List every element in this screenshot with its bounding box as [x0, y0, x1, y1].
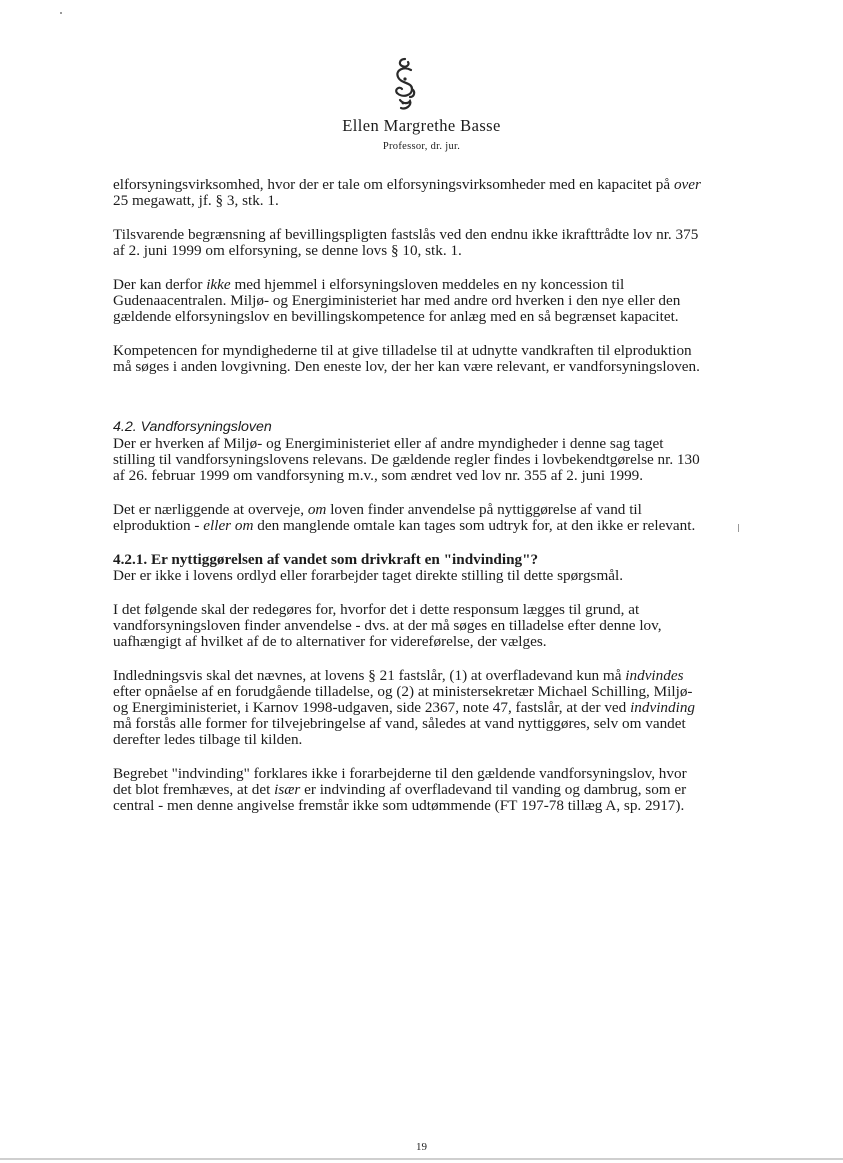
paragraph-5: Der er hverken af Miljø- og Energiministeriet eller af andre myndigheder i denne sag taget stilling til vandforsyningslovens relevans. De gældende regler findes i lovbekendtgørelse nr. 130 af 26. februar 1999 om vandforsyning m.v., som ændret ved lov nr. 355 af 2. juni 1999. — [113, 435, 700, 484]
page-bottom-edge — [0, 1158, 843, 1160]
emphasis-ikke: ikke — [206, 276, 231, 293]
emphasis-isaer: især — [274, 781, 301, 798]
emphasis-indvinding: indvinding — [630, 699, 696, 716]
page-number: 19 — [416, 1141, 427, 1153]
document-body — [113, 177, 703, 832]
author-title: Professor, dr. jur. — [382, 141, 461, 152]
paragraph-8: I det følgende skal der redegøres for, hvorfor det i dette responsum lægges til grund, at vandforsyningsloven finder anvendelse - dvs. at der må søges en tilladelse efter denne lov, uafhængigt af hvilket af de to alternativer for videreførelse, der vælges. — [113, 601, 662, 650]
paragraph-2: Tilsvarende begrænsning af bevillingspligten fastslås ved den endnu ikke ikrafttrådte lov nr. 375 af 2. juni 1999 om elforsyning, se denne lovs § 10, stk. 1. — [113, 226, 699, 259]
scan-speck — [738, 524, 739, 532]
monogram-logo-icon — [388, 56, 422, 112]
author-name: Ellen Margrethe Basse — [342, 116, 501, 135]
emphasis-eller-om: eller om — [203, 517, 254, 534]
paragraph-3: Der kan derfor ikke med hjemmel i elforsyningsloven meddeles en ny koncession til Gudenaacentralen. Miljø- og Energiministeriet har med andre ord hverken i den nye eller den gældende elforsyningslov en bevillingskompetence for anlæg med en så begrænset kapacitet. — [113, 276, 681, 325]
section-heading-4-2-1: 4.2.1. Er nyttiggørelsen af vandet som drivkraft en "indvinding"? — [113, 551, 539, 568]
emphasis-indvindes: indvindes — [625, 667, 684, 684]
section-heading-4-2: 4.2. Vandforsyningsloven — [113, 419, 272, 435]
paragraph-9: Indledningsvis skal det nævnes, at lovens § 21 fastslår, (1) at overfladevand kun må indvindes efter opnåelse af en forudgående tilladelse, og (2) at ministersekretær Michael Schilling, Miljø- og Energiministeriet, i Karnov 1998-udgaven, side 2367, note 47, fastslår, at der ved indvinding må forstås alle former for tilvejebringelse af vand, således at vand nyttiggøres, selv om vandet derefter ledes tilbage til kilden. — [113, 667, 696, 748]
scan-speck — [60, 12, 62, 14]
paragraph-7: Der er ikke i lovens ordlyd eller forarbejder taget direkte stilling til dette spørgsmål. — [113, 567, 624, 584]
emphasis-om: om — [307, 501, 327, 518]
paragraph-6: Det er nærliggende at overveje, om loven finder anvendelse på nyttiggørelse af vand til elproduktion - eller om den manglende omtale kan tages som udtryk for, at den ikke er relevant. — [113, 501, 696, 534]
paragraph-4: Kompetencen for myndighederne til at give tilladelse til at udnytte vandkraften til elproduktion må søges i anden lovgivning. Den eneste lov, der her kan være relevant, er vandforsyningsloven. — [113, 342, 700, 375]
paragraph-10: Begrebet "indvinding" forklares ikke i forarbejderne til den gældende vandforsyningslov, hvor det blot fremhæves, at det især er indvinding af overfladevand til vanding og dambrug, som er central - men denne angivelse fremstår ikke som udtømmende (FT 197-78 tillæg A, sp. 2917). — [113, 765, 687, 814]
emphasis-over: over — [673, 176, 701, 193]
paragraph-1: elforsyningsvirksomhed, hvor der er tale om elforsyningsvirksomheder med en kapacitet på over 25 megawatt, jf. § 3, stk. 1. — [113, 176, 701, 209]
